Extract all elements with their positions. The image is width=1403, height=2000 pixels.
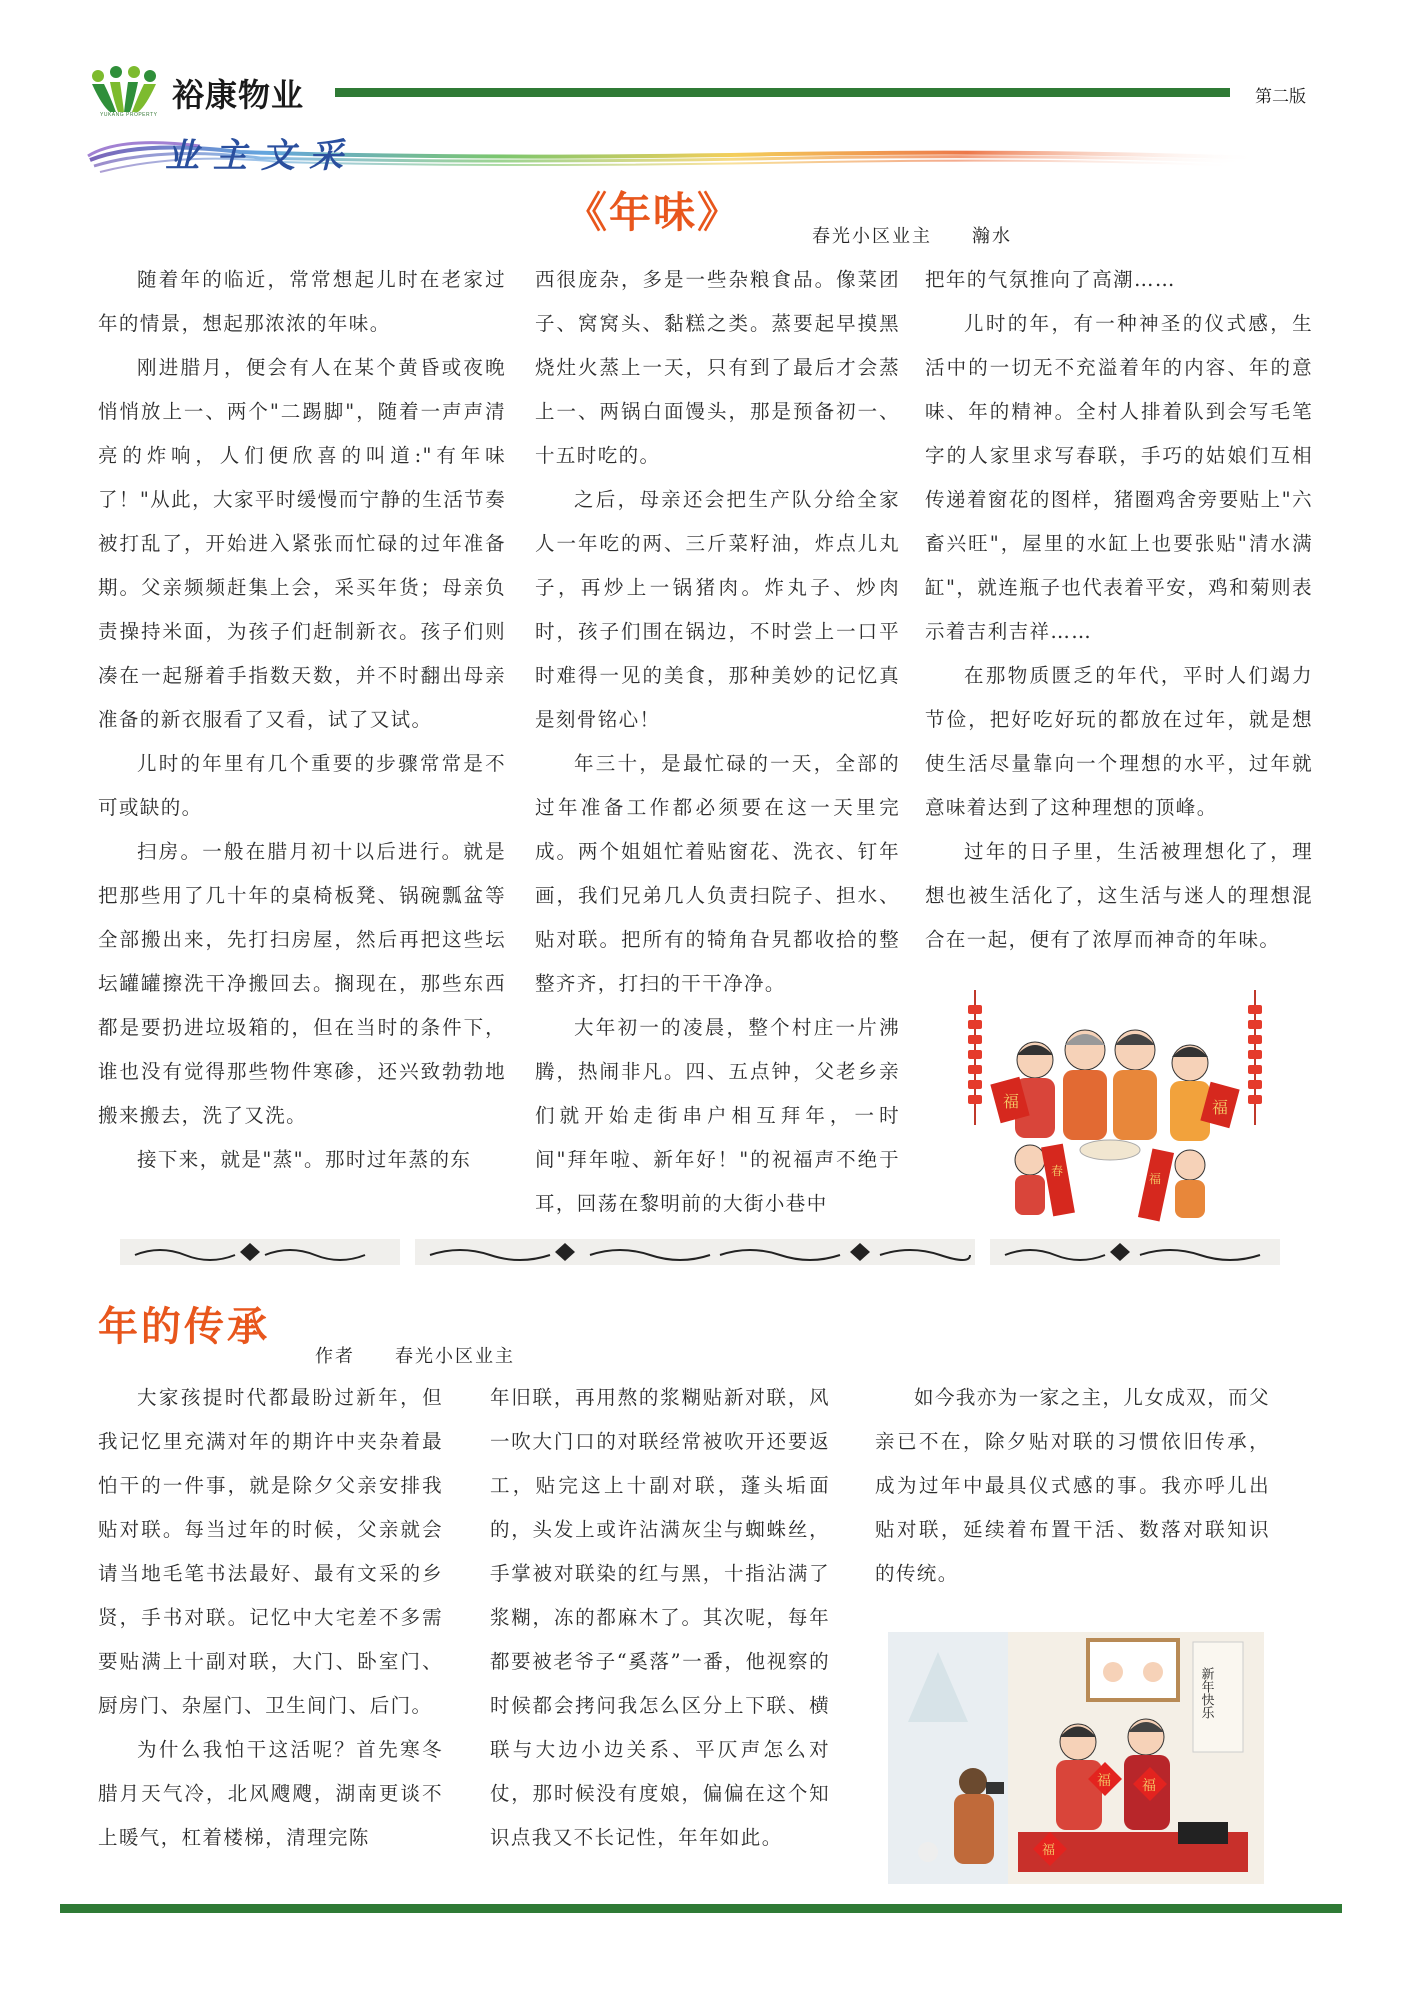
paragraph-continued: 把年的气氛推向了高潮…… — [925, 268, 1176, 291]
brand-sub: YUKANG PROPERTY — [100, 112, 158, 118]
article1-column-2 — [535, 258, 900, 1226]
calligraphy-text: 新年快乐 — [1198, 1667, 1214, 1719]
paragraph: 扫房。一般在腊月初十以后进行。就是把那些用了几十年的桌椅板凳、锅碗瓢盆等全部搬出来，先打扫房屋，然后再把这些坛坛罐罐擦洗干净搬回去。搁现在，那些东西都是要扔进垃圾箱的，但在当时的条件下，谁也没有觉得那些物件寒碜，还兴致勃勃地搬来搬去，洗了又洗。 — [98, 840, 506, 1127]
paragraph-continued: 西很庞杂，多是一些杂粮食品。像菜团子、窝窝头、黏糕之类。蒸要起早摸黑烧灶火蒸上一天，只有到了最后才会蒸上一、两锅白面馒头，那是预备初一、十五时吃的。 — [535, 268, 900, 467]
scroll-text: 福 — [1003, 1092, 1020, 1111]
paragraph: 随着年的临近，常常想起儿时在老家过年的情景，想起那浓浓的年味。 — [98, 268, 506, 335]
family-new-year-illustration — [955, 985, 1275, 1225]
paragraph: 如今我亦为一家之主，儿女成双，而父亲已不在，除夕贴对联的习惯依旧传承，成为过年中最具仪式感的事。我亦呼儿出贴对联，延续着布置干活、数落对联知识的传统。 — [875, 1386, 1270, 1585]
paragraph: 之后，母亲还会把生产队分给全家人一年吃的两、三斤菜籽油，炸点儿丸子，再炒上一锅猪肉。炸丸子、炒肉时，孩子们围在锅边，不时尝上一口平时难得一见的美食，那种美妙的记忆真是刻骨铭心！ — [535, 488, 900, 731]
page-header — [0, 0, 1403, 180]
article1-column-1 — [98, 258, 506, 1182]
header-rule — [335, 88, 1230, 97]
paragraph-continued: 年旧联，再用熬的浆糊贴新对联，风一吹大门口的对联经常被吹开还要返工，贴完这上十副对联，蓬头垢面的，头发上或许沾满灰尘与蜘蛛丝，手掌被对联染的红与黑，十指沾满了浆糊，冻的都麻木了。其次呢，每年都要被老爷子“奚落”一番，他视察的时候都会拷问我怎么区分上下联、横联与大边小边关系、平仄声怎么对仗，那时候没有度娘，偏偏在这个知识点我又不长记性，年年如此。 — [490, 1386, 830, 1849]
article2-byline: 作者 春光小区业主 — [315, 1346, 515, 1367]
family-celebration-illustration — [888, 1632, 1264, 1884]
brand-logo-icon — [88, 66, 160, 116]
paragraph: 儿时的年里有几个重要的步骤常常是不可或缺的。 — [98, 752, 506, 819]
scroll-text: 福 — [1212, 1098, 1229, 1117]
paragraph: 儿时的年，有一种神圣的仪式感，生活中的一切无不充溢着年的内容、年的意味、年的精神。全村人排着队到会写毛笔字的人家里求写春联，手巧的姑娘们互相传递着窗花的图样，猪圈鸡舍旁要贴上"六畜兴旺"，屋里的水缸上也要张贴"清水满缸"，就连瓶子也代表着平安，鸡和菊则表示着吉利吉祥…… — [925, 312, 1313, 643]
fu-text: 福 — [1042, 1843, 1056, 1858]
paragraph: 过年的日子里，生活被理想化了，理想也被生活化了，这生活与迷人的理想混合在一起，便有了浓厚而神奇的年味。 — [925, 840, 1313, 951]
fu-text: 福 — [1097, 1773, 1111, 1789]
footer-rule — [60, 1904, 1342, 1913]
paragraph: 年三十，是最忙碌的一天，全部的过年准备工作都必须要在这一天里完成。两个姐姐忙着贴窗花、洗衣、钉年画，我们兄弟几人负责扫院子、担水、贴对联。把所有的犄角旮旯都收拾的整整齐齐，打扫的干干净净。 — [535, 752, 900, 995]
article1-title: 《年味》 — [565, 188, 742, 237]
banner-text: 福 — [1149, 1172, 1162, 1186]
article2-column-1 — [98, 1376, 443, 1860]
article2-column-3 — [875, 1376, 1270, 1596]
article1-column-3 — [925, 258, 1313, 962]
article2-title: 年的传承 — [98, 1303, 270, 1350]
paragraph: 刚进腊月，便会有人在某个黄昏或夜晚悄悄放上一、两个"二踢脚"，随着一声声清亮的炸响，人们便欣喜的叫道:"有年味了！"从此，大家平时缓慢而宁静的生活节奏被打乱了，开始进入紧张而忙碌的过年准备期。父亲频频赶集上会，采买年货；母亲负责操持米面，为孩子们赶制新衣。孩子们则凑在一起掰着手指数天数，并不时翻出母亲准备的新衣服看了又看，试了又试。 — [98, 356, 506, 731]
paragraph: 大年初一的凌晨，整个村庄一片沸腾，热闹非凡。四、五点钟，父老乡亲们就开始走街串户相互拜年，一时间"拜年啦、新年好！"的祝福声不绝于耳，回荡在黎明前的大街小巷中 — [535, 1016, 900, 1215]
section-title: 业主文采 — [165, 136, 357, 176]
paragraph: 接下来，就是"蒸"。那时过年蒸的东 — [137, 1148, 472, 1171]
paragraph: 大家孩提时代都最盼过新年，但我记忆里充满对年的期许中夹杂着最怕干的一件事，就是除夕父亲安排我贴对联。每当过年的时候，父亲就会请当地毛笔书法最好、最有文采的乡贤，手书对联。记忆中大宅差不多需要贴满上十副对联，大门、卧室门、厨房门、杂屋门、卫生间门、后门。 — [98, 1386, 443, 1717]
fu-text: 福 — [1142, 1778, 1156, 1794]
decorative-divider — [120, 1237, 1280, 1267]
article2-column-2 — [490, 1376, 830, 1860]
edition-label: 第二版 — [1255, 87, 1306, 107]
brand-name: 裕康物业 — [172, 76, 305, 114]
paragraph: 在那物质匮乏的年代，平时人们竭力节俭，把好吃好玩的都放在过年，就是想使生活尽量靠向一个理想的水平，过年就意味着达到了这种理想的顶峰。 — [925, 664, 1313, 819]
banner-text: 春 — [1051, 1164, 1064, 1178]
paragraph: 为什么我怕干这活呢？首先寒冬腊月天气冷，北风飕飕，湖南更谈不上暖气，杠着楼梯，清理完陈 — [98, 1738, 443, 1849]
article1-byline: 春光小区业主 瀚水 — [812, 226, 1012, 247]
